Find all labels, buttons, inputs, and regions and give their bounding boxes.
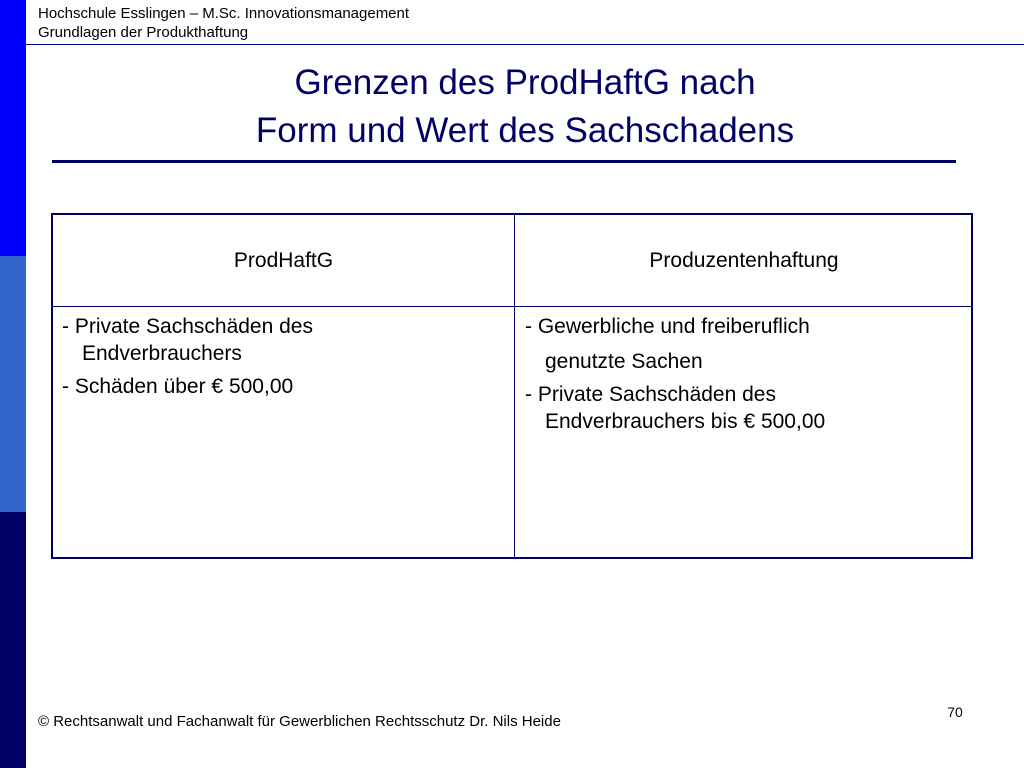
list-item-line: - Gewerbliche und freiberuflich <box>525 315 810 338</box>
list-item-line: - Private Sachschäden des <box>525 383 776 406</box>
side-bar-middle-segment <box>0 256 26 512</box>
header-course: Grundlagen der Produkthaftung <box>38 24 249 41</box>
header-institution: Hochschule Esslingen – M.Sc. Innovationsmanagement <box>38 5 410 22</box>
table-cell-prodhaftg <box>62 313 502 406</box>
list-item <box>525 313 965 375</box>
slide-title-line-2: Form und Wert des Sachschadens <box>255 111 795 150</box>
list-item <box>525 381 965 435</box>
list-item-line: genutzte Sachen <box>545 350 703 373</box>
list-item-line: Endverbrauchers bis € 500,00 <box>545 410 826 433</box>
slide-title-line-1: Grenzen des ProdHaftG nach <box>294 63 756 102</box>
list-item <box>62 313 502 367</box>
list-item <box>62 373 502 400</box>
table-header-produzentenhaftung: Produzentenhaftung <box>649 248 839 272</box>
table-cell-produzentenhaftung <box>525 313 965 441</box>
title-underline <box>52 160 956 163</box>
slide-footer-copyright: © Rechtsanwalt und Fachanwalt für Gewerblichen Rechtsschutz Dr. Nils Heide <box>38 713 561 730</box>
list-item-line: Endverbrauchers <box>82 342 242 365</box>
list-item-line: - Private Sachschäden des <box>62 315 313 338</box>
table-row-divider <box>53 306 971 307</box>
side-bar-bottom-segment <box>0 512 26 768</box>
slide-header <box>38 4 409 42</box>
header-divider <box>26 44 1024 45</box>
table-header-prodhaftg: ProdHaftG <box>233 248 334 272</box>
comparison-table <box>51 213 973 559</box>
slide-page-number: 70 <box>947 704 963 720</box>
list-item-line: - Schäden über € 500,00 <box>62 375 294 398</box>
slide-side-bar <box>0 0 26 768</box>
side-bar-top-segment <box>0 0 26 256</box>
